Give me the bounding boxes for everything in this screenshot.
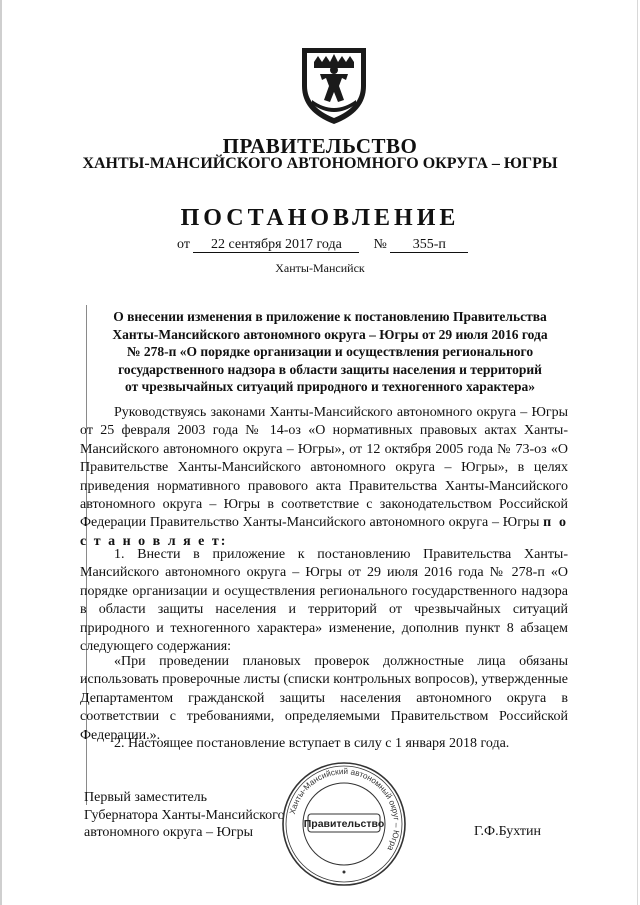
document-title: ПОСТАНОВЛЕНИЕ (180, 205, 460, 231)
government-title: ПРАВИТЕЛЬСТВО (222, 134, 418, 158)
document-number: 355-п (390, 237, 468, 253)
preamble-text: Руководствуясь законами Ханты-Мансийского автономного округа – Югры от 25 февраля 2003 года № 14-оз «О нормативных правовых актах Ханты-Мансийского автономного округа – Югры», от 12 октября 2005 года № 73-оз «О Правительстве Ханты-Мансийского автономного округа – Югры», в целях приведения нормативного правового акта Правительства Ханты-Мансийского автономного округа – Югры в соответствие с законодательством Российской Федерации Правительство Ханты-Мансийского автономного округа – Югры (80, 405, 568, 531)
coat-of-arms-icon (296, 40, 372, 126)
number-prefix: № (373, 237, 387, 252)
signatory-position-line: Губернатора Ханты-Мансийского (84, 807, 285, 823)
seal-center-text: Правительство (303, 818, 385, 830)
clause-1-text: 1. Внести в приложение к постановлению Правительства Ханты-Мансийского автономного округа – Югры от 29 июля 2016 года № 278-п «О порядке организации и осуществления регионального государственного надзора в области защиты населения и территорий от чрезвычайных ситуаций природного и техногенного характера» изменение, дополнив пункт 8 абзацем следующего содержания: (80, 547, 568, 655)
clause-1-paragraph (80, 546, 568, 656)
signatory-position-line: автономного округа – Югры (84, 825, 253, 840)
date-number-row (177, 237, 468, 253)
clause-2-paragraph (80, 735, 568, 753)
signatory-position-line: Первый заместитель (84, 790, 208, 805)
signatory-name: Г.Ф.Бухтин (474, 824, 542, 839)
document-date: 22 сентября 2017 года (193, 237, 359, 253)
quoted-addition-text: «При проведении плановых проверок должностные лица обязаны использовать проверочные листы (списки контрольных вопросов), утвержденные Департаментом гражданской защиты населения автономного округа в соответствии с требованиями, определяемыми Правительством Российской Федерации.». (80, 654, 568, 743)
subject-line: № 278-п «О порядке организации и осуществления регионального (126, 344, 534, 360)
seal-ring-text: Ханты-Мансийский автономный округ – Югра (288, 766, 402, 853)
region-title: ХАНТЫ-МАНСИЙСКОГО АВТОНОМНОГО ОКРУГА – ЮГРЫ (82, 155, 558, 172)
document-subject (80, 308, 580, 396)
official-seal-icon (280, 760, 408, 888)
decree-word: п о с т а н о в л я е т: (80, 515, 568, 549)
subject-line: государственного надзора в области защиты населения и территорий (118, 361, 542, 377)
subject-line: О внесении изменения в приложение к постановлению Правительства (113, 309, 547, 324)
subject-line: Ханты-Мансийского автономного округа – Югры от 29 июля 2016 года (112, 326, 548, 342)
svg-text:Ханты-Мансийский автономный ок (288, 767, 401, 853)
document-city: Ханты-Мансийск (275, 261, 365, 275)
clause-2-text: 2. Настоящее постановление вступает в силу с 1 января 2018 года. (114, 736, 510, 751)
signatory-position (84, 789, 285, 842)
preamble-paragraph (80, 404, 568, 551)
quoted-addition-paragraph (80, 653, 568, 745)
date-prefix: от (177, 237, 190, 252)
subject-line: от чрезвычайных ситуаций природного и техногенного характера» (125, 379, 535, 395)
